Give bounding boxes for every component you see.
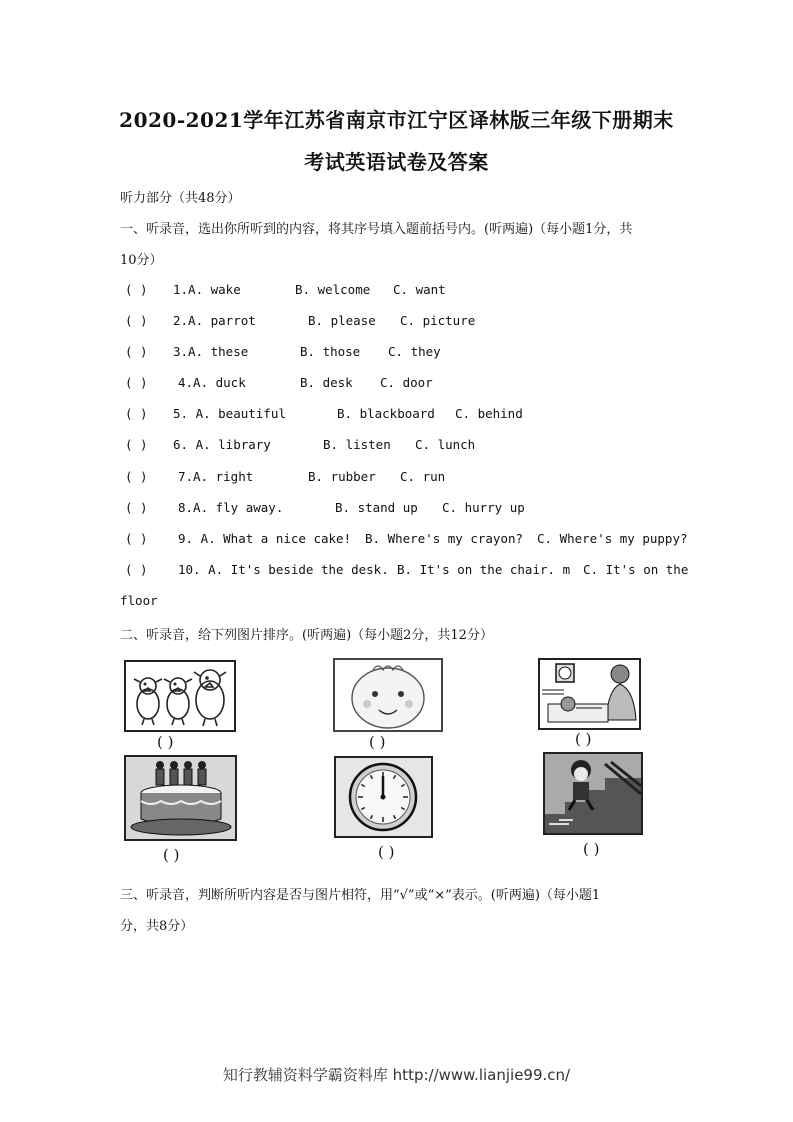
paren-picture-4: ( )	[163, 846, 180, 864]
section1-instruction: 一、听录音，选出你所听到的内容，将其序号填入题前括号内。(听两遍)（每小题1分，共	[120, 222, 633, 237]
option-a: 2.A. parrot	[173, 313, 256, 328]
option-c: C. behind	[455, 406, 523, 421]
option-a: 1.A. wake	[173, 282, 241, 297]
answer-bracket: ( )	[125, 531, 148, 546]
option-c: C. lunch	[415, 437, 476, 452]
option-c: C. It's on the	[583, 562, 689, 577]
option-b: B. blackboard	[337, 406, 435, 421]
option-b: B. welcome	[295, 282, 371, 297]
option-c: C. Where's my puppy?	[537, 531, 688, 546]
answer-bracket: ( )	[125, 406, 148, 421]
option-c: C. want	[393, 282, 446, 297]
boy-on-stairs-picture	[543, 752, 643, 835]
option-c: C. hurry up	[442, 500, 525, 515]
birthday-cake-picture	[124, 755, 237, 841]
document-title-line1: 2020-2021学年江苏省南京市江宁区译林版三年级下册期末	[119, 108, 674, 132]
answer-bracket: ( )	[125, 313, 148, 328]
option-a: 10. A. It's beside the desk.	[178, 562, 389, 577]
option-a: 6. A. library	[173, 437, 271, 452]
listening-header: 听力部分（共48分）	[120, 191, 241, 206]
section3-instruction: 三、听录音，判断所听内容是否与图片相符，用“√”或“×”表示。(听两遍)（每小题1	[120, 888, 601, 903]
section2-instruction: 二、听录音，给下列图片排序。(听两遍)（每小题2分，共12分）	[120, 628, 493, 643]
footer-watermark: 知行教辅资料学霸资料库 http://www.lianjie99.cn/	[222, 1066, 571, 1084]
section3-instruction-cont: 分，共8分）	[120, 919, 194, 934]
question10-continuation: floor	[120, 593, 158, 608]
answer-bracket: ( )	[125, 500, 148, 515]
answer-bracket: ( )	[125, 437, 148, 452]
option-a: 8.A. fly away.	[178, 500, 284, 515]
option-b: B. those	[300, 344, 361, 359]
section1-instruction-cont: 10分）	[120, 253, 163, 268]
option-b: B. stand up	[335, 500, 418, 515]
option-a: 4.A. duck	[178, 375, 246, 390]
face-picture	[333, 658, 443, 732]
paren-picture-1: ( )	[157, 733, 174, 751]
chicks-picture	[124, 660, 236, 732]
option-c: C. they	[388, 344, 441, 359]
option-a: 7.A. right	[178, 469, 254, 484]
document-title-line2: 考试英语试卷及答案	[304, 150, 489, 174]
option-b: B. please	[308, 313, 376, 328]
option-b: B. It's on the chair. m	[397, 562, 571, 577]
option-a: 5. A. beautiful	[173, 406, 286, 421]
paren-picture-5: ( )	[378, 843, 395, 861]
option-b: B. rubber	[308, 469, 376, 484]
option-c: C. picture	[400, 313, 476, 328]
option-b: B. desk	[300, 375, 353, 390]
answer-bracket: ( )	[125, 562, 148, 577]
option-c: C. run	[400, 469, 446, 484]
option-b: B. Where's my crayon?	[365, 531, 524, 546]
answer-bracket: ( )	[125, 375, 148, 390]
paren-picture-3: ( )	[575, 730, 592, 748]
option-c: C. door	[380, 375, 433, 390]
option-a: 3.A. these	[173, 344, 249, 359]
option-a: 9. A. What a nice cake!	[178, 531, 352, 546]
option-b: B. listen	[323, 437, 391, 452]
paren-picture-2: ( )	[369, 733, 386, 751]
answer-bracket: ( )	[125, 344, 148, 359]
clock-picture	[334, 756, 433, 838]
answer-bracket: ( )	[125, 282, 148, 297]
paren-picture-6: ( )	[583, 840, 600, 858]
bedroom-picture	[538, 658, 641, 730]
answer-bracket: ( )	[125, 469, 148, 484]
